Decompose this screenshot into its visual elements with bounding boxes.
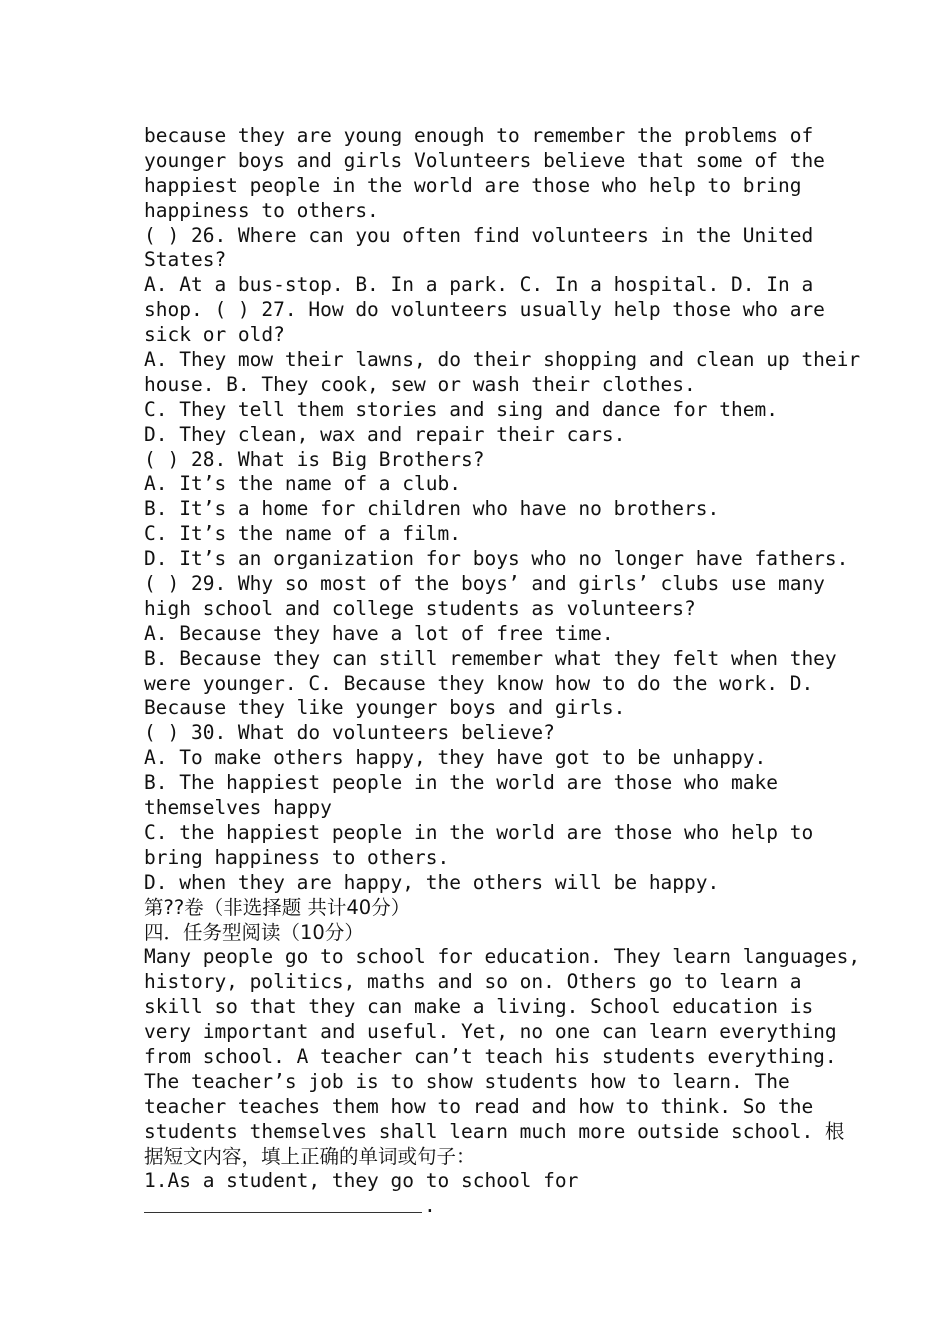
document-page (144, 124, 861, 1219)
question-29: ( ) 29. Why so most of the boys’ and girls’ clubs use many (144, 572, 825, 596)
option-28-d: D. It’s an organization for boys who no longer have fathers. (144, 547, 849, 571)
text-line: younger boys and girls Volunteers believe that some of the (144, 148, 825, 172)
passage-line: from school. A teacher can’t teach his students everything. (144, 1044, 837, 1068)
passage-line: history, politics, maths and so on. Others go to learn a (144, 970, 802, 994)
option-30-a: A. To make others happy, they have got to be unhappy. (144, 746, 767, 770)
option-30-d: D. when they are happy, the others will be happy. (144, 870, 720, 894)
option-27-b: house. B. They cook, sew or wash their clothes. (144, 372, 696, 396)
text-line: happiness to others. (144, 198, 379, 222)
answer-period: . (424, 1194, 436, 1218)
section-heading-task-reading: 四．任务型阅读（10分） (144, 920, 364, 944)
option-27-d: D. They clean, wax and repair their cars. (144, 422, 626, 446)
passage-line: The teacher’s job is to show students how to learn. The (144, 1069, 790, 1093)
option-30-c: C. the happiest people in the world are those who help to (144, 820, 814, 844)
option-28-b: B. It’s a home for children who have no brothers. (144, 497, 720, 521)
option-30-b: B. The happiest people in the world are those who make (144, 771, 778, 795)
instruction-line: 据短文内容，填上正确的单词或句子： (144, 1144, 476, 1168)
passage-line: students themselves shall learn much more outside school. 根 (144, 1119, 845, 1143)
passage-line: teacher teaches them how to read and how to think. So the (144, 1094, 814, 1118)
passage-line: very important and useful. Yet, no one can learn everything (144, 1020, 837, 1044)
text-line: States? (144, 248, 227, 272)
text-line: happiest people in the world are those who help to bring (144, 173, 802, 197)
option-27-c: C. They tell them stories and sing and dance for them. (144, 397, 778, 421)
text-line: Because they like younger boys and girls. (144, 696, 626, 720)
option-29-c-d: were younger. C. Because they know how to do the work. D. (144, 671, 814, 695)
text-line: high school and college students as volunteers? (144, 596, 696, 620)
option-28-c: C. It’s the name of a film. (144, 522, 461, 546)
section-heading-part-2: 第??卷（非选择题 共计40分） (144, 895, 411, 919)
option-29-a: A. Because they have a lot of free time. (144, 621, 614, 645)
option-27-a: A. They mow their lawns, do their shopping and clean up their (144, 348, 861, 372)
text-line: sick or old? (144, 323, 285, 347)
task-question-1: 1.As a student, they go to school for (144, 1169, 579, 1193)
option-29-b: B. Because they can still remember what they felt when they (144, 646, 837, 670)
text-line: bring happiness to others. (144, 845, 450, 869)
answer-underline (144, 1212, 422, 1213)
question-28: ( ) 28. What is Big Brothers? (144, 447, 485, 471)
text-line: because they are young enough to remember the problems of (144, 124, 814, 147)
options-26: A. At a bus-stop. B. In a park. C. In a hospital. D. In a (144, 273, 814, 297)
question-27: shop. ( ) 27. How do volunteers usually help those who are (144, 298, 825, 322)
passage-line: skill so that they can make a living. School education is (144, 995, 814, 1019)
option-28-a: A. It’s the name of a club. (144, 472, 461, 496)
answer-blank (144, 1194, 824, 1219)
question-26: ( ) 26. Where can you often find volunteers in the United (144, 223, 814, 247)
question-30: ( ) 30. What do volunteers believe? (144, 721, 555, 745)
passage-line: Many people go to school for education. They learn languages, (144, 945, 861, 969)
text-line: themselves happy (144, 796, 332, 820)
